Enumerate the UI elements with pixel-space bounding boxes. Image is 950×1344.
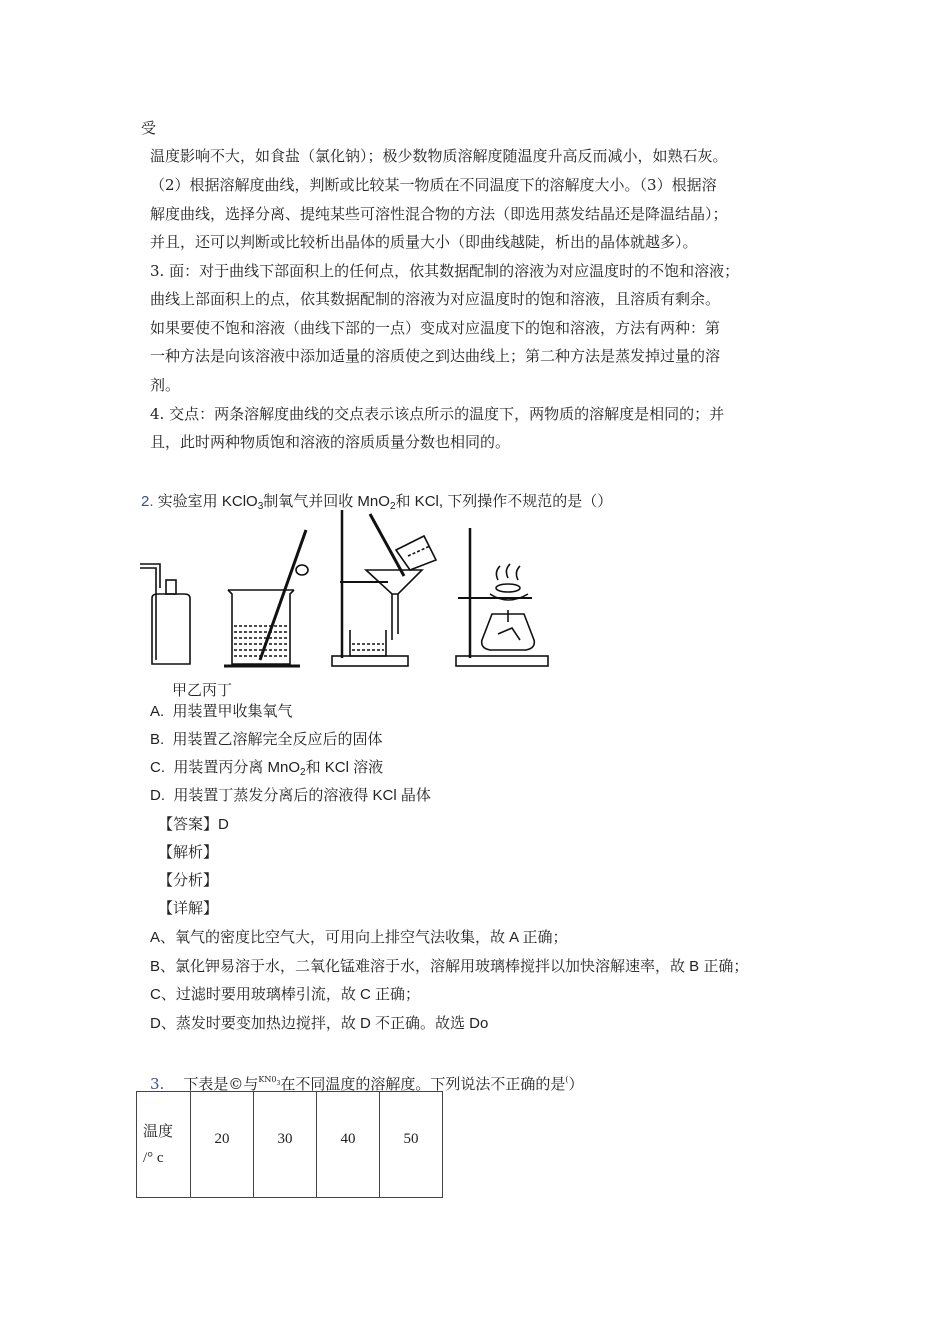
subscript: 3 bbox=[276, 1080, 281, 1087]
option-letter: D. bbox=[150, 787, 165, 804]
q3-small-formula bbox=[258, 1075, 281, 1087]
beaker-stirring-icon bbox=[224, 530, 308, 666]
subscript: 3 bbox=[257, 501, 264, 512]
q3-stem-part: ） bbox=[568, 1075, 584, 1093]
option-letter: A. bbox=[150, 703, 165, 720]
table-cell: 30 bbox=[254, 1092, 317, 1198]
table-cell: 40 bbox=[317, 1092, 380, 1198]
body-line: 曲线上部面积上的点，依其数据配制的溶液为对应温度时的饱和溶液，且溶质有剩余。 bbox=[150, 290, 721, 308]
body-line: 受 bbox=[141, 119, 157, 137]
option-letter: C. bbox=[150, 759, 165, 776]
body-line: 温度影响不大，如食盐（氯化钠）；极少数物质溶解度随温度升高反而减小，如熟石灰。 bbox=[150, 147, 728, 165]
detail-line: A、氧气的密度比空气大，可用向上排空气法收集，故 A 正确； bbox=[150, 929, 568, 946]
table-cell: 20 bbox=[191, 1092, 254, 1198]
q2-stem-part: 实验室用 KClO bbox=[153, 493, 258, 510]
table-header-cell bbox=[137, 1092, 191, 1198]
analysis-label-2: 【分析】 bbox=[158, 872, 219, 889]
lab-apparatus-figure bbox=[140, 510, 560, 670]
subscript: 2 bbox=[389, 501, 396, 512]
q3-small-mark: ( bbox=[565, 1075, 569, 1084]
body-line: 4. 交点：两条溶解度曲线的交点表示该点所示的温度下，两物质的溶解度是相同的；并 bbox=[150, 405, 725, 423]
table-row bbox=[137, 1092, 443, 1198]
detail-label: 【详解】 bbox=[158, 900, 219, 917]
detail-line: B、氯化钾易溶于水，二氧化锰难溶于水，溶解用玻璃棒搅拌以加快溶解速率，故 B 正确； bbox=[150, 958, 749, 975]
q2-stem-part: 和 KCl, 下列操作不规范的是（） bbox=[395, 493, 613, 510]
subscript: 2 bbox=[300, 767, 306, 778]
option-letter: B. bbox=[150, 731, 165, 748]
gas-collection-bottle-icon bbox=[140, 564, 190, 664]
option-a[interactable] bbox=[150, 702, 293, 722]
option-text: 和 KCl 溶液 bbox=[305, 759, 384, 776]
filtration-setup-icon bbox=[332, 510, 436, 666]
option-text: 用装置乙溶解完全反应后的固体 bbox=[172, 731, 383, 748]
body-line: 一种方法是向该溶液中添加适量的溶质使之到达曲线上；第二种方法是蒸发掉过量的溶 bbox=[150, 347, 721, 365]
body-line: 3. 面：对于曲线下部面积上的任何点，依其数据配制的溶液为对应温度时的不饱和溶液； bbox=[150, 262, 740, 280]
option-c[interactable] bbox=[150, 758, 383, 778]
question-3-number: 3. bbox=[150, 1075, 165, 1093]
detail-line: C、过滤时要用玻璃棒引流，故 C 正确； bbox=[150, 986, 421, 1003]
body-line: （2）根据溶解度曲线，判断或比较某一物质在不同温度下的溶解度大小。（3）根据溶 bbox=[150, 176, 717, 194]
body-line: 并且，还可以判断或比较析出晶体的质量大小（即曲线越陡，析出的晶体就越多）。 bbox=[150, 233, 698, 251]
answer-label: 【答案】D bbox=[158, 816, 229, 833]
body-line: 解度曲线，选择分离、提纯某些可溶性混合物的方法（即选用蒸发结晶还是降温结晶）； bbox=[150, 205, 728, 223]
header-unit: /° c bbox=[143, 1149, 164, 1166]
option-b[interactable] bbox=[150, 730, 383, 750]
body-line: 且，此时两种物质饱和溶液的溶质质量分数也相同的。 bbox=[150, 433, 511, 451]
evaporation-setup-icon bbox=[456, 528, 548, 666]
option-d[interactable] bbox=[150, 786, 431, 806]
q3-small-text: KN0 bbox=[258, 1075, 277, 1084]
question-2-number: 2. bbox=[141, 493, 154, 510]
detail-line: D、蒸发时要变加热边搅拌，故 D 不正确。故选 Do bbox=[150, 1015, 489, 1032]
q2-stem-part: 制氧气并回收 MnO bbox=[263, 493, 390, 510]
figure-caption: 甲乙丙丁 bbox=[172, 681, 233, 699]
analysis-label: 【解析】 bbox=[158, 844, 219, 861]
question-2-stem bbox=[141, 492, 612, 512]
option-text: 用装置丁蒸发分离后的溶液得 KCl 晶体 bbox=[173, 787, 431, 804]
body-line: 剂。 bbox=[150, 376, 181, 394]
q3-stem-part: 在不同温度的溶解度。下列说法不正确的是 bbox=[280, 1075, 566, 1093]
table-cell: 50 bbox=[380, 1092, 443, 1198]
option-text: 用装置丙分离 MnO bbox=[173, 759, 301, 776]
q3-stem-part: 下表是©与 bbox=[183, 1075, 259, 1093]
solubility-table bbox=[136, 1091, 443, 1198]
body-line: 如果要使不饱和溶液（曲线下部的一点）变成对应温度下的饱和溶液，方法有两种：第 bbox=[150, 319, 721, 337]
option-text: 用装置甲收集氧气 bbox=[172, 703, 293, 720]
header-text: 温度 bbox=[143, 1123, 174, 1140]
